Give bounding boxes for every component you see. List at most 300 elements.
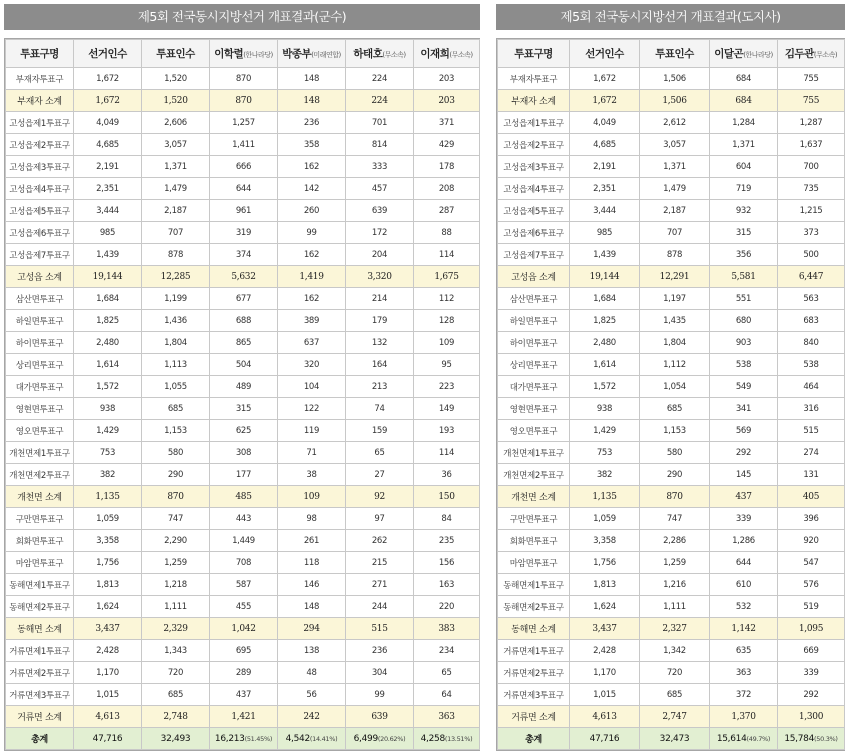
table-cell: 677 [210, 288, 278, 310]
table-cell: 685 [640, 684, 710, 706]
table-cell: 814 [346, 134, 414, 156]
table-cell: 870 [210, 68, 278, 90]
precinct-name-cell: 하일면투표구 [6, 310, 74, 332]
table-cell: 114 [414, 244, 480, 266]
precinct-name-cell: 거류면제1투표구 [6, 640, 74, 662]
column-header [778, 40, 845, 68]
total-cell [570, 728, 640, 750]
column-header [570, 40, 640, 68]
table-cell: 2,480 [74, 332, 142, 354]
table-row [6, 574, 480, 596]
table-row [6, 178, 480, 200]
table-cell: 48 [278, 662, 346, 684]
precinct-name-cell: 부재자 소계 [498, 90, 570, 112]
table-cell: 396 [778, 508, 845, 530]
table-cell: 1,343 [142, 640, 210, 662]
table-cell: 538 [710, 354, 778, 376]
table-cell: 92 [346, 486, 414, 508]
table-cell: 1,218 [142, 574, 210, 596]
table-cell: 95 [414, 354, 480, 376]
table-cell: 99 [346, 684, 414, 706]
table-cell: 1,300 [778, 706, 845, 728]
table-cell: 104 [278, 376, 346, 398]
table-cell: 680 [710, 310, 778, 332]
precinct-name-cell: 대가면투표구 [498, 376, 570, 398]
precinct-name-cell: 동해면제1투표구 [6, 574, 74, 596]
table-cell: 159 [346, 420, 414, 442]
table-row [6, 244, 480, 266]
total-cell [710, 728, 778, 750]
table-cell: 1,042 [210, 618, 278, 640]
table-cell: 374 [210, 244, 278, 266]
precinct-name-cell: 부재자투표구 [6, 68, 74, 90]
precinct-name-cell: 영현면투표구 [6, 398, 74, 420]
table-cell: 719 [710, 178, 778, 200]
table-cell: 443 [210, 508, 278, 530]
table-row [6, 662, 480, 684]
table-cell: 84 [414, 508, 480, 530]
table-cell: 204 [346, 244, 414, 266]
table-cell: 685 [142, 684, 210, 706]
table-cell: 373 [778, 222, 845, 244]
precinct-name-cell: 고성읍제7투표구 [498, 244, 570, 266]
table-cell: 519 [778, 596, 845, 618]
table-cell: 1,614 [74, 354, 142, 376]
table-cell: 985 [74, 222, 142, 244]
table-cell: 437 [210, 684, 278, 706]
table-cell: 382 [570, 464, 640, 486]
precinct-name-cell: 고성읍제2투표구 [498, 134, 570, 156]
table-cell: 1,479 [142, 178, 210, 200]
table-cell: 1,624 [74, 596, 142, 618]
table-cell: 319 [210, 222, 278, 244]
table-cell: 920 [778, 530, 845, 552]
table-cell: 1,637 [778, 134, 845, 156]
precinct-name-cell: 하이면투표구 [6, 332, 74, 354]
vote-percentage: (51.45%) [244, 734, 273, 743]
table-cell: 1,439 [570, 244, 640, 266]
table-cell: 1,684 [570, 288, 640, 310]
table-cell: 1,112 [640, 354, 710, 376]
table-cell: 4,613 [74, 706, 142, 728]
table-row [498, 112, 845, 134]
table-cell: 3,358 [570, 530, 640, 552]
precinct-name-cell: 개천면제1투표구 [6, 442, 74, 464]
precinct-name-cell: 부재자 소계 [6, 90, 74, 112]
table-cell: 1,055 [142, 376, 210, 398]
table-cell: 840 [778, 332, 845, 354]
precinct-name-cell: 하일면투표구 [498, 310, 570, 332]
table-cell: 132 [346, 332, 414, 354]
table-row [6, 134, 480, 156]
table-cell: 1,479 [640, 178, 710, 200]
table-cell: 1,804 [640, 332, 710, 354]
table-cell: 2,612 [640, 112, 710, 134]
table-cell: 223 [414, 376, 480, 398]
table-row [498, 200, 845, 222]
total-row [6, 728, 480, 750]
table-cell: 1,675 [414, 266, 480, 288]
precinct-name-cell: 거류면제1투표구 [498, 640, 570, 662]
table-cell: 547 [778, 552, 845, 574]
total-value: 15,784 [784, 733, 815, 744]
table-cell: 580 [640, 442, 710, 464]
table-cell: 961 [210, 200, 278, 222]
table-cell: 1,506 [640, 90, 710, 112]
table-cell: 162 [278, 288, 346, 310]
table-cell: 938 [74, 398, 142, 420]
total-value: 4,258 [420, 733, 445, 744]
total-cell [142, 728, 210, 750]
party-label: (한나라당) [743, 51, 773, 59]
table-cell: 235 [414, 530, 480, 552]
precinct-name-cell: 개천면제2투표구 [498, 464, 570, 486]
table-cell: 405 [778, 486, 845, 508]
table-cell: 870 [142, 486, 210, 508]
table-cell: 1,813 [570, 574, 640, 596]
precinct-name-cell: 거류면제2투표구 [6, 662, 74, 684]
table-cell: 639 [346, 200, 414, 222]
precinct-name-cell: 개천면 소계 [498, 486, 570, 508]
county-mayor-results-table [5, 39, 480, 750]
table-cell: 515 [346, 618, 414, 640]
party-label: (무소속) [813, 51, 838, 59]
table-cell: 383 [414, 618, 480, 640]
table-cell: 193 [414, 420, 480, 442]
total-value: 32,493 [160, 733, 191, 744]
table-cell: 163 [414, 574, 480, 596]
column-header-label: 투표구명 [20, 48, 59, 60]
table-cell: 669 [778, 640, 845, 662]
column-header-label: 이학렬 [214, 48, 244, 60]
table-cell: 236 [346, 640, 414, 662]
table-cell: 2,351 [570, 178, 640, 200]
table-cell: 1,170 [570, 662, 640, 684]
table-cell: 700 [778, 156, 845, 178]
table-cell: 162 [278, 156, 346, 178]
table-cell: 71 [278, 442, 346, 464]
table-cell: 2,329 [142, 618, 210, 640]
total-cell [778, 728, 845, 750]
table-cell: 1,439 [74, 244, 142, 266]
table-cell: 19,144 [74, 266, 142, 288]
table-cell: 455 [210, 596, 278, 618]
precinct-name-cell: 삼산면투표구 [498, 288, 570, 310]
column-header [278, 40, 346, 68]
table-cell: 1,259 [640, 552, 710, 574]
table-cell: 2,286 [640, 530, 710, 552]
table-row [6, 156, 480, 178]
table-row [498, 354, 845, 376]
table-cell: 1,672 [74, 68, 142, 90]
column-header-label: 투표구명 [514, 48, 553, 60]
table-cell: 2,748 [142, 706, 210, 728]
precinct-name-cell: 고성읍제1투표구 [498, 112, 570, 134]
table-cell: 2,428 [570, 640, 640, 662]
subtotal-row [498, 618, 845, 640]
table-cell: 236 [278, 112, 346, 134]
table-cell: 1,054 [640, 376, 710, 398]
precinct-name-cell: 동해면제2투표구 [498, 596, 570, 618]
table-cell: 1,411 [210, 134, 278, 156]
table-cell: 148 [278, 68, 346, 90]
table-cell: 1,684 [74, 288, 142, 310]
table-cell: 97 [346, 508, 414, 530]
precinct-name-cell: 고성읍제2투표구 [6, 134, 74, 156]
table-row [498, 156, 845, 178]
table-cell: 1,421 [210, 706, 278, 728]
table-cell: 224 [346, 90, 414, 112]
table-cell: 1,429 [570, 420, 640, 442]
table-cell: 569 [710, 420, 778, 442]
table-cell: 1,371 [142, 156, 210, 178]
table-cell: 290 [142, 464, 210, 486]
table-row [498, 222, 845, 244]
table-cell: 128 [414, 310, 480, 332]
precinct-name-cell: 하이면투표구 [498, 332, 570, 354]
table-cell: 4,613 [570, 706, 640, 728]
table-cell: 1,370 [710, 706, 778, 728]
table-cell: 563 [778, 288, 845, 310]
table-cell: 1,284 [710, 112, 778, 134]
table-cell: 1,287 [778, 112, 845, 134]
table-cell: 551 [710, 288, 778, 310]
column-header [414, 40, 480, 68]
table-cell: 213 [346, 376, 414, 398]
table-cell: 1,572 [570, 376, 640, 398]
precinct-name-cell: 동해면 소계 [6, 618, 74, 640]
table-cell: 4,049 [74, 112, 142, 134]
table-cell: 339 [710, 508, 778, 530]
governor-results-table [497, 39, 845, 750]
table-row [498, 134, 845, 156]
table-row [498, 288, 845, 310]
table-cell: 2,747 [640, 706, 710, 728]
table-cell: 3,057 [640, 134, 710, 156]
table-cell: 156 [414, 552, 480, 574]
precinct-name-cell: 고성읍제5투표구 [498, 200, 570, 222]
table-cell: 720 [142, 662, 210, 684]
county-mayor-table-wrapper [4, 38, 480, 751]
table-cell: 735 [778, 178, 845, 200]
table-cell: 56 [278, 684, 346, 706]
table-cell: 292 [778, 684, 845, 706]
table-cell: 315 [210, 398, 278, 420]
precinct-name-cell: 고성읍제6투표구 [6, 222, 74, 244]
table-cell: 2,191 [570, 156, 640, 178]
column-header-label: 이재희 [420, 48, 450, 60]
subtotal-row [6, 266, 480, 288]
table-cell: 271 [346, 574, 414, 596]
table-cell: 753 [74, 442, 142, 464]
table-row [498, 178, 845, 200]
table-cell: 1,506 [640, 68, 710, 90]
table-cell: 870 [640, 486, 710, 508]
table-cell: 485 [210, 486, 278, 508]
table-cell: 1,429 [74, 420, 142, 442]
table-cell: 1,804 [142, 332, 210, 354]
table-cell: 1,813 [74, 574, 142, 596]
table-header-row [498, 40, 845, 68]
total-cell [640, 728, 710, 750]
precinct-name-cell: 동해면 소계 [498, 618, 570, 640]
governor-results-panel [496, 4, 845, 751]
table-body [498, 68, 845, 750]
table-row [498, 442, 845, 464]
precinct-name-cell: 삼산면투표구 [6, 288, 74, 310]
table-cell: 464 [778, 376, 845, 398]
table-cell: 1,015 [570, 684, 640, 706]
table-body [6, 68, 480, 750]
total-cell [414, 728, 480, 750]
table-cell: 532 [710, 596, 778, 618]
column-header [6, 40, 74, 68]
table-cell: 274 [778, 442, 845, 464]
table-cell: 1,059 [570, 508, 640, 530]
total-cell [278, 728, 346, 750]
vote-percentage: (20.62%) [377, 734, 406, 743]
party-label: (무소속) [449, 51, 473, 59]
table-cell: 3,444 [570, 200, 640, 222]
subtotal-row [498, 706, 845, 728]
table-cell: 1,095 [778, 618, 845, 640]
table-cell: 2,480 [570, 332, 640, 354]
table-cell: 755 [778, 68, 845, 90]
table-cell: 172 [346, 222, 414, 244]
table-cell: 1,449 [210, 530, 278, 552]
precinct-name-cell: 고성읍제4투표구 [498, 178, 570, 200]
precinct-name-cell: 고성읍제3투표구 [6, 156, 74, 178]
table-cell: 294 [278, 618, 346, 640]
table-cell: 688 [210, 310, 278, 332]
table-cell: 5,581 [710, 266, 778, 288]
precinct-name-cell: 고성읍제3투표구 [498, 156, 570, 178]
column-header-label: 박종부 [282, 48, 312, 60]
table-cell: 304 [346, 662, 414, 684]
precinct-name-cell: 구만면투표구 [498, 508, 570, 530]
table-cell: 637 [278, 332, 346, 354]
table-cell: 162 [278, 244, 346, 266]
table-cell: 684 [710, 68, 778, 90]
precinct-name-cell: 거류면제3투표구 [6, 684, 74, 706]
table-cell: 5,632 [210, 266, 278, 288]
column-header-label: 투표인수 [156, 48, 195, 60]
table-cell: 755 [778, 90, 845, 112]
column-header [498, 40, 570, 68]
table-cell: 685 [142, 398, 210, 420]
table-row [6, 222, 480, 244]
table-row [6, 398, 480, 420]
precinct-name-cell: 상리면투표구 [6, 354, 74, 376]
table-cell: 639 [346, 706, 414, 728]
table-cell: 500 [778, 244, 845, 266]
column-header-label: 투표인수 [655, 48, 694, 60]
subtotal-row [6, 618, 480, 640]
table-cell: 903 [710, 332, 778, 354]
table-cell: 1,436 [142, 310, 210, 332]
table-row [498, 596, 845, 618]
table-cell: 538 [778, 354, 845, 376]
column-header [710, 40, 778, 68]
table-cell: 244 [346, 596, 414, 618]
table-cell: 576 [778, 574, 845, 596]
table-cell: 308 [210, 442, 278, 464]
precinct-name-cell: 고성읍제7투표구 [6, 244, 74, 266]
subtotal-row [498, 266, 845, 288]
county-mayor-results-panel [4, 4, 480, 751]
table-cell: 177 [210, 464, 278, 486]
table-row [6, 354, 480, 376]
column-header-label: 이달곤 [714, 48, 744, 60]
table-cell: 382 [74, 464, 142, 486]
table-cell: 27 [346, 464, 414, 486]
table-cell: 684 [710, 90, 778, 112]
governor-table-wrapper [496, 38, 845, 751]
table-row [498, 530, 845, 552]
table-row [6, 310, 480, 332]
table-cell: 2,191 [74, 156, 142, 178]
table-cell: 109 [278, 486, 346, 508]
table-cell: 316 [778, 398, 845, 420]
table-cell: 148 [278, 90, 346, 112]
table-cell: 1,672 [570, 90, 640, 112]
table-cell: 12,291 [640, 266, 710, 288]
column-header-label: 선거인수 [585, 48, 624, 60]
table-cell: 372 [710, 684, 778, 706]
table-cell: 292 [710, 442, 778, 464]
table-cell: 1,371 [710, 134, 778, 156]
table-cell: 753 [570, 442, 640, 464]
total-label-cell: 총계 [498, 728, 570, 750]
table-row [6, 288, 480, 310]
column-header-label: 선거인수 [88, 48, 127, 60]
table-cell: 1,113 [142, 354, 210, 376]
table-cell: 1,111 [142, 596, 210, 618]
precinct-name-cell: 거류면제3투표구 [498, 684, 570, 706]
table-cell: 220 [414, 596, 480, 618]
table-cell: 1,170 [74, 662, 142, 684]
table-cell: 3,320 [346, 266, 414, 288]
table-header-row [6, 40, 480, 68]
table-cell: 580 [142, 442, 210, 464]
table-cell: 389 [278, 310, 346, 332]
table-cell: 1,257 [210, 112, 278, 134]
subtotal-row [6, 706, 480, 728]
precinct-name-cell: 영오면투표구 [498, 420, 570, 442]
party-label: (한나라당) [243, 51, 273, 59]
precinct-name-cell: 거류면 소계 [498, 706, 570, 728]
table-cell: 64 [414, 684, 480, 706]
subtotal-row [6, 90, 480, 112]
table-cell: 122 [278, 398, 346, 420]
table-row [498, 68, 845, 90]
table-cell: 290 [640, 464, 710, 486]
table-cell: 215 [346, 552, 414, 574]
total-value: 15,614 [716, 733, 747, 744]
table-cell: 683 [778, 310, 845, 332]
vote-percentage: (49.7%) [746, 734, 771, 743]
table-cell: 65 [414, 662, 480, 684]
table-cell: 260 [278, 200, 346, 222]
table-cell: 1,672 [74, 90, 142, 112]
table-cell: 363 [414, 706, 480, 728]
table-cell: 203 [414, 68, 480, 90]
table-cell: 65 [346, 442, 414, 464]
table-cell: 1,259 [142, 552, 210, 574]
column-header [74, 40, 142, 68]
subtotal-row [6, 486, 480, 508]
precinct-name-cell: 영오면투표구 [6, 420, 74, 442]
